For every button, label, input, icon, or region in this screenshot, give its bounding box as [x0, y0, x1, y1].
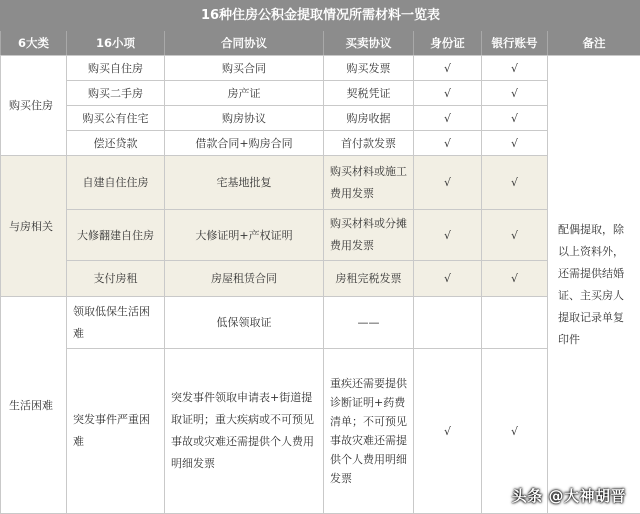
- bank-check: √: [482, 156, 548, 210]
- id-check: √: [414, 131, 482, 156]
- sale-cell: 购房收据: [324, 106, 414, 131]
- sale-cell: 购买材料或分摊费用发票: [324, 210, 414, 261]
- table-row: [1, 261, 640, 297]
- id-check: √: [414, 81, 482, 106]
- header-note: 备注: [548, 31, 640, 56]
- item-cell: 支付房租: [67, 261, 165, 297]
- contract-cell: 借款合同+购房合同: [165, 131, 324, 156]
- id-check: [414, 297, 482, 349]
- bank-check: √: [482, 106, 548, 131]
- header-sale: 买卖协议: [324, 31, 414, 56]
- table-row: [1, 297, 640, 349]
- contract-cell: 低保领取证: [165, 297, 324, 349]
- item-cell: 自建自住住房: [67, 156, 165, 210]
- note-cell: [548, 56, 640, 514]
- table-row: [1, 106, 640, 131]
- category-cell: 生活困难: [1, 297, 67, 514]
- bank-check: √: [482, 261, 548, 297]
- table-row: [1, 156, 640, 210]
- id-check: √: [414, 106, 482, 131]
- item-cell: 购买二手房: [67, 81, 165, 106]
- id-check: √: [414, 156, 482, 210]
- contract-cell: 突发事件领取申请表+街道提取证明；重大疾病或不可预见事故或灾难还需提供个人费用明细发票: [165, 349, 324, 514]
- header-category: 6大类: [1, 31, 67, 56]
- contract-cell: 大修证明+产权证明: [165, 210, 324, 261]
- sale-cell: 购买发票: [324, 56, 414, 81]
- note-text: 配偶提取，除以上资料外，还需提供结婚证、主买房人提取记录单复印件: [558, 222, 624, 346]
- bank-check: √: [482, 349, 548, 514]
- table-row: [1, 210, 640, 261]
- id-check: √: [414, 349, 482, 514]
- bank-check: √: [482, 210, 548, 261]
- sale-cell: 首付款发票: [324, 131, 414, 156]
- bank-check: [482, 297, 548, 349]
- id-check: √: [414, 261, 482, 297]
- item-cell: 购买公有住宅: [67, 106, 165, 131]
- header-contract: 合同协议: [165, 31, 324, 56]
- contract-cell: 房屋租赁合同: [165, 261, 324, 297]
- contract-cell: 购房协议: [165, 106, 324, 131]
- category-cell: 与房相关: [1, 156, 67, 297]
- header-id-card: 身份证: [414, 31, 482, 56]
- table-row: [1, 81, 640, 106]
- bank-check: √: [482, 131, 548, 156]
- watermark: 头条 @大神胡晋: [511, 487, 626, 505]
- sale-cell: 契税凭证: [324, 81, 414, 106]
- header-bank-account: 银行账号: [482, 31, 548, 56]
- id-check: √: [414, 210, 482, 261]
- item-cell: 购买自住房: [67, 56, 165, 81]
- table-row: [1, 56, 640, 81]
- item-cell: 突发事件严重困难: [67, 349, 165, 514]
- sale-cell: 购买材料或施工费用发票: [324, 156, 414, 210]
- table-row: [1, 131, 640, 156]
- contract-cell: 购买合同: [165, 56, 324, 81]
- table-title: 16种住房公积金提取情况所需材料一览表: [1, 1, 640, 31]
- header-item: 16小项: [67, 31, 165, 56]
- sale-cell: 重疾还需要提供诊断证明+药费清单；不可预见事故灾难还需提供个人费用明细发票: [324, 349, 414, 514]
- contract-cell: 房产证: [165, 81, 324, 106]
- sale-cell: ——: [324, 297, 414, 349]
- category-cell: 购买住房: [1, 56, 67, 156]
- contract-cell: 宅基地批复: [165, 156, 324, 210]
- bank-check: √: [482, 81, 548, 106]
- item-cell: 大修翻建自住房: [67, 210, 165, 261]
- item-cell: 领取低保生活困难: [67, 297, 165, 349]
- item-cell: 偿还贷款: [67, 131, 165, 156]
- id-check: √: [414, 56, 482, 81]
- bank-check: √: [482, 56, 548, 81]
- sale-cell: 房租完税发票: [324, 261, 414, 297]
